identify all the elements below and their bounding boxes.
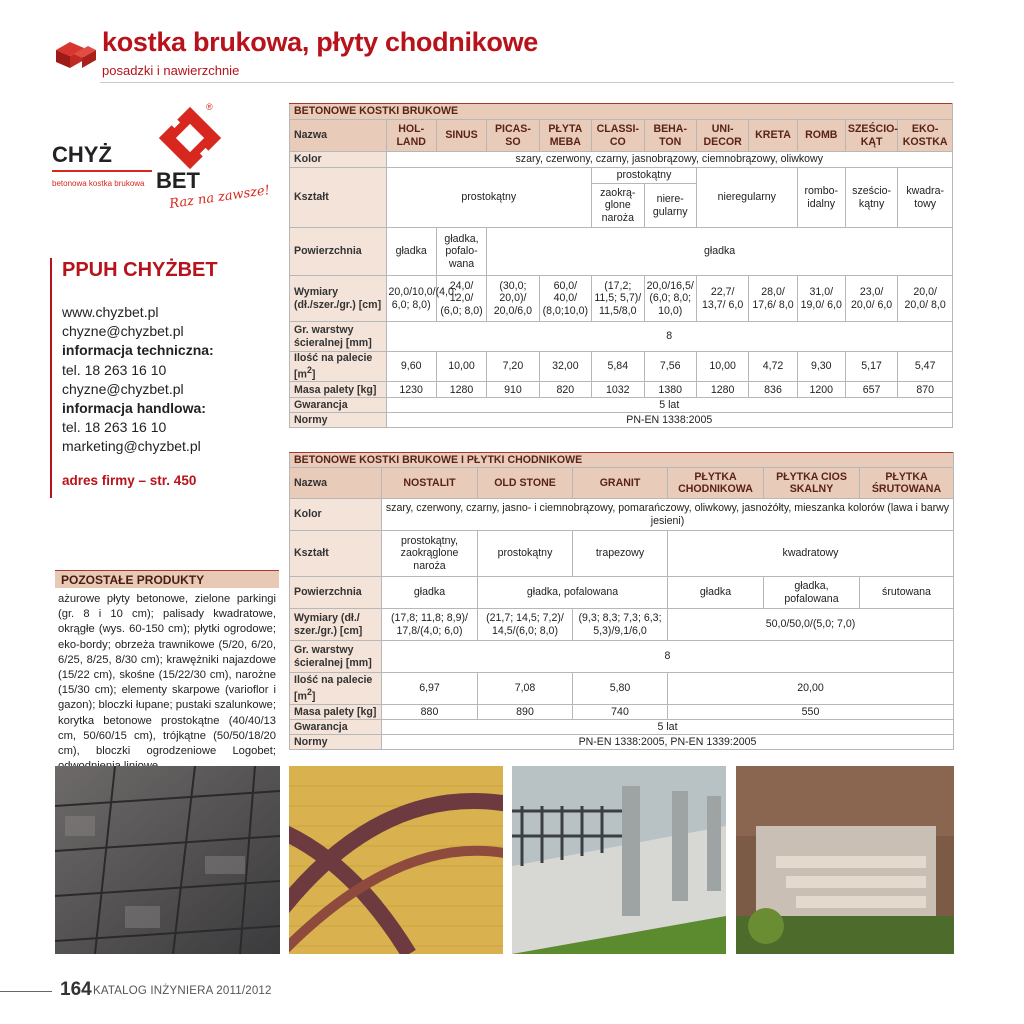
- mass-cell: 820: [539, 382, 591, 398]
- photo-fence-blocks: [512, 766, 726, 954]
- dims-cell: 20,0/16,5/ (6,0; 8,0; 10,0): [644, 276, 696, 322]
- dims-cell: (17,2; 11,5; 5,7)/ 11,5/8,0: [592, 276, 644, 322]
- dims-cell: 28,0/ 17,6/ 8,0: [749, 276, 797, 322]
- qty-cell: 10,00: [696, 352, 748, 382]
- dims-cell: (9,3; 8,3; 7,3; 6,3; 5,3)/9,1/6,0: [573, 609, 668, 641]
- label-shape: Kształt: [290, 168, 387, 228]
- label-shape: Kształt: [290, 531, 382, 577]
- address-reference: adres firmy – str. 450: [62, 473, 197, 488]
- label-qty: Ilość na palecie $[m^2]$: [290, 352, 387, 382]
- dims-cell: 22,7/ 13,7/ 6,0: [696, 276, 748, 322]
- label-norms: Normy: [290, 735, 382, 750]
- label-color: Kolor: [290, 499, 382, 531]
- label-mass: Masa palety [kg]: [290, 382, 387, 398]
- shape-rhomb: rombo-idalny: [797, 168, 845, 228]
- product-nostalit: NOSTALIT: [382, 468, 478, 499]
- product-plyta-meba: PŁYTA MEBA: [539, 120, 591, 152]
- shape-rounded: zaokrą-glone naroża: [592, 184, 644, 228]
- shape-cell: kwadratowy: [668, 531, 954, 577]
- label-surface: Powierzchnia: [290, 577, 382, 609]
- shape-hex: sześcio-kątny: [845, 168, 897, 228]
- mass-cell: 836: [749, 382, 797, 398]
- dims-cell: (17,8; 11,8; 8,9)/ 17,8/(4,0; 6,0): [382, 609, 478, 641]
- mass-cell: 740: [573, 705, 668, 720]
- label-dims: Wymiary (dł./ szer./gr.) [cm]: [290, 609, 382, 641]
- label-name: Nazwa: [290, 468, 382, 499]
- mass-cell: 550: [668, 705, 954, 720]
- dims-cell: 23,0/ 20,0/ 6,0: [845, 276, 897, 322]
- paving-tiles-table: [289, 452, 954, 750]
- qty-cell: 20,00: [668, 673, 954, 705]
- product-plytka-chodnikowa: PŁYTKA CHODNIKOWA: [668, 468, 764, 499]
- sales-info-label: informacja handlowa:: [62, 400, 206, 417]
- chyzbet-logo: [52, 100, 282, 220]
- label-layer: Gr. warstwy ścieralnej [mm]: [290, 322, 387, 352]
- qty-cell: 7,08: [478, 673, 573, 705]
- tech-phone: tel. 18 263 16 10: [62, 361, 167, 378]
- mass-cell: 1380: [644, 382, 696, 398]
- page-title: kostka brukowa, płyty chodnikowe: [102, 27, 539, 57]
- norms-value: PN-EN 1338:2005: [386, 413, 953, 428]
- mass-cell: 890: [478, 705, 573, 720]
- product-szesciokat: SZEŚCIO-KĄT: [845, 120, 897, 152]
- label-name: Nazwa: [290, 120, 387, 152]
- product-behaton: BEHA-TON: [644, 120, 696, 152]
- label-warranty: Gwarancja: [290, 720, 382, 735]
- shape-rect: prostokątny: [386, 168, 592, 228]
- mass-cell: 1200: [797, 382, 845, 398]
- tech-info-label: informacja techniczna:: [62, 342, 214, 359]
- dims-cell: (21,7; 14,5; 7,2)/ 14,5/(6,0; 8,0): [478, 609, 573, 641]
- surface-cell: gładka, pofalowana: [764, 577, 860, 609]
- label-dims: Wymiary (dł./szer./gr.) [cm]: [290, 276, 387, 322]
- footer-rule: [0, 991, 52, 992]
- label-color: Kolor: [290, 152, 387, 168]
- sales-email-link[interactable]: marketing@chyzbet.pl: [62, 438, 201, 455]
- warranty-value: 5 lat: [386, 398, 953, 413]
- dims-cell: 60,0/ 40,0/ (8,0;10,0): [539, 276, 591, 322]
- dims-cell: 31,0/ 19,0/ 6,0: [797, 276, 845, 322]
- shape-rect-group: prostokątny: [592, 168, 697, 184]
- sales-phone: tel. 18 263 16 10: [62, 419, 167, 436]
- table1-caption: BETONOWE KOSTKI BRUKOWE: [290, 104, 953, 120]
- color-value: szary, czerwony, czarny, jasnobrązowy, ciemnobrązowy, oliwkowy: [386, 152, 953, 168]
- shape-irregular-behaton: niere-gularny: [644, 184, 696, 228]
- mass-cell: 1280: [436, 382, 486, 398]
- product-granit: GRANIT: [573, 468, 668, 499]
- company-name: PPUH CHYŻBET: [62, 259, 218, 281]
- shape-square: kwadra-towy: [898, 168, 953, 228]
- label-layer: Gr. warstwy ścieralnej [mm]: [290, 641, 382, 673]
- shape-cell: prostokątny, zaokrąglone naroża: [382, 531, 478, 577]
- product-old-stone: OLD STONE: [478, 468, 573, 499]
- dims-cell: 20,0/ 20,0/ 8,0: [898, 276, 953, 322]
- shape-irregular: nieregularny: [696, 168, 797, 228]
- photo-grey-slabs: [55, 766, 280, 954]
- mass-cell: 1230: [386, 382, 436, 398]
- qty-cell: 4,72: [749, 352, 797, 382]
- website-link[interactable]: www.chyzbet.pl: [62, 304, 159, 320]
- label-surface: Powierzchnia: [290, 228, 387, 276]
- brand-name-part2: BET: [156, 168, 200, 193]
- mass-cell: 880: [382, 705, 478, 720]
- brand-tagline: betonowa kostka brukowa: [52, 179, 145, 188]
- page-subtitle: posadzki i nawierzchnie: [102, 63, 240, 78]
- photo-yellow-paving-arcs: [289, 766, 503, 954]
- other-products-heading: POZOSTAŁE PRODUKTY: [55, 570, 279, 588]
- product-ekokostka: EKO-KOSTKA: [898, 120, 953, 152]
- layer-value: 8: [382, 641, 954, 673]
- table2-caption: BETONOWE KOSTKI BRUKOWE I PŁYTKI CHODNIKOWE: [290, 453, 954, 468]
- paving-logo-icon: [50, 38, 98, 72]
- label-qty: Ilość na palecie $[m^2]$: [290, 673, 382, 705]
- product-unidecor: UNI-DECOR: [696, 120, 748, 152]
- label-warranty: Gwarancja: [290, 398, 387, 413]
- product-classico: CLASSI-CO: [592, 120, 644, 152]
- dims-cell: 50,0/50,0/(5,0; 7,0): [668, 609, 954, 641]
- dims-cell: 20,0/10,0/(4,0; 6,0; 8,0): [386, 276, 436, 322]
- shape-cell: trapezowy: [573, 531, 668, 577]
- contact-block: [62, 303, 214, 457]
- qty-cell: 6,97: [382, 673, 478, 705]
- qty-cell: 5,84: [592, 352, 644, 382]
- product-plytka-srutowana: PŁYTKA ŚRUTOWANA: [860, 468, 954, 499]
- product-picasso: PICAS-SO: [487, 120, 539, 152]
- info-side-rule: [50, 258, 52, 498]
- qty-cell: 10,00: [436, 352, 486, 382]
- product-sinus: SINUS: [436, 120, 486, 152]
- dims-cell: 24,0/ 12,0/ (6,0; 8,0): [436, 276, 486, 322]
- qty-cell: 5,47: [898, 352, 953, 382]
- color-value: szary, czerwony, czarny, jasno- i ciemnobrązowy, pomarańczowy, oliwkowy, jasnożółty, mieszanka kolorów (lawa i barwy jesieni): [382, 499, 954, 531]
- qty-cell: 5,80: [573, 673, 668, 705]
- brand-slogan: Raz na zawsze!: [168, 183, 271, 212]
- qty-cell: 32,00: [539, 352, 591, 382]
- product-kreta: KRETA: [749, 120, 797, 152]
- mass-cell: 1280: [696, 382, 748, 398]
- qty-cell: 9,30: [797, 352, 845, 382]
- registered-mark: ®: [206, 102, 213, 112]
- surface-rest: gładka: [487, 228, 953, 276]
- surface-sinus: gładka, pofalo-wana: [436, 228, 486, 276]
- header-divider: [100, 82, 954, 83]
- catalog-name: KATALOG INŻYNIERA 2011/2012: [93, 985, 272, 997]
- tech-email-link[interactable]: chyzne@chyzbet.pl: [62, 380, 184, 397]
- product-holland: HOL-LAND: [386, 120, 436, 152]
- product-romb: ROMB: [797, 120, 845, 152]
- paving-stones-table: [289, 103, 953, 428]
- mass-cell: 1032: [592, 382, 644, 398]
- surface-holland: gładka: [386, 228, 436, 276]
- norms-value: PN-EN 1338:2005, PN-EN 1339:2005: [382, 735, 954, 750]
- page-number: 164: [60, 979, 92, 1000]
- other-products-text: ażurowe płyty betonowe, zielone parkingi (gr. 8 i 10 cm); palisady kwadratowe, okrągłe (wys. 60-150 cm); płytki ogrodowe; eko-bordy; obrzeża trawnikowe (5/20, 6/20, 6/25, 8/25, 8/30 cm); krawężniki najazdowe (15/22 cm), skośne (15/22/30 cm), narożne (15/30 cm); elementy skarpowe (varioflor i gazon); bloczki łupane; pustaki szalunkowe; korytka betonowe prostokątne (40/40/13 cm, 50/60/15 cm), trójkątne (50/50/18/20 cm), bloczki ogrodzeniowe Logobet;: [58, 593, 276, 758]
- shape-cell: prostokątny: [478, 531, 573, 577]
- qty-cell: 7,56: [644, 352, 696, 382]
- label-norms: Normy: [290, 413, 387, 428]
- product-plytka-cios-skalny: PŁYTKA CIOS SKALNY: [764, 468, 860, 499]
- mass-cell: 910: [487, 382, 539, 398]
- label-mass: Masa palety [kg]: [290, 705, 382, 720]
- qty-cell: 5,17: [845, 352, 897, 382]
- mass-cell: 657: [845, 382, 897, 398]
- layer-value: 8: [386, 322, 953, 352]
- qty-cell: 7,20: [487, 352, 539, 382]
- surface-cell: gładka: [668, 577, 764, 609]
- brand-name-part1: CHYŻ: [52, 142, 112, 167]
- surface-cell: gładka, pofalowana: [478, 577, 668, 609]
- dims-cell: (30,0; 20,0)/ 20,0/6,0: [487, 276, 539, 322]
- photo-garden-steps: [736, 766, 954, 954]
- surface-cell: gładka: [382, 577, 478, 609]
- qty-cell: 9,60: [386, 352, 436, 382]
- warranty-value: 5 lat: [382, 720, 954, 735]
- mass-cell: 870: [898, 382, 953, 398]
- email-link[interactable]: chyzne@chyzbet.pl: [62, 323, 184, 340]
- surface-cell: śrutowana: [860, 577, 954, 609]
